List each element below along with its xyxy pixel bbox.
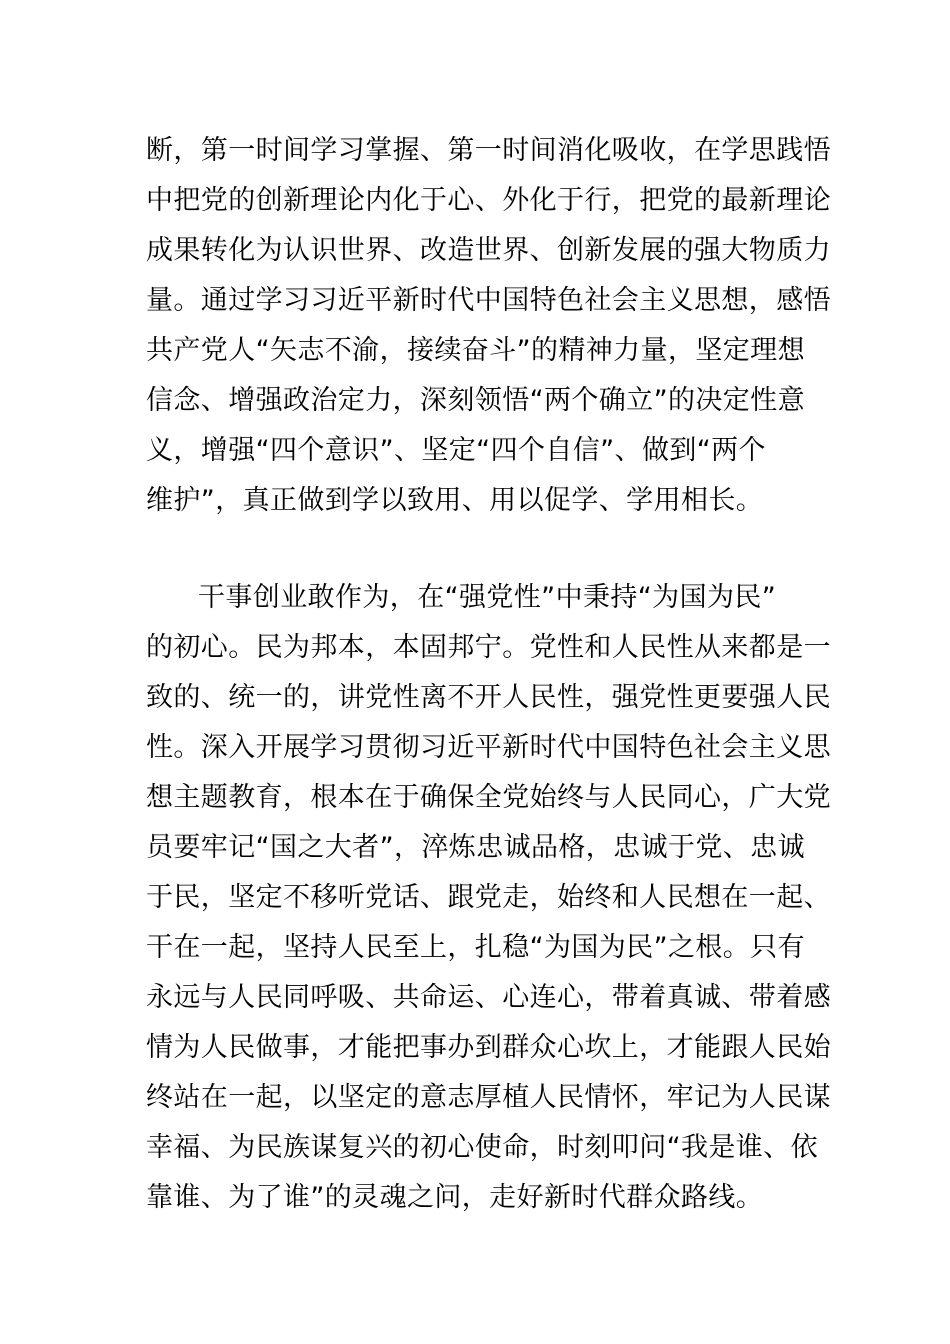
text-line: 断，第一时间学习掌握、第一时间消化吸收，在学思践悟 — [146, 135, 831, 166]
text-line: 中把党的创新理论内化于心、外化于行，把党的最新理论 — [146, 185, 831, 216]
text-line: 共产党人“矢志不渝，接续奋斗”的精神力量，坚定理想 — [146, 335, 805, 366]
text-line: 于民，坚定不移听党话、跟党走，始终和人民想在一起、 — [146, 882, 831, 913]
text-line: 致的、统一的，讲党性离不开人民性，强党性更要强人民 — [146, 682, 831, 713]
text-line-first: 干事创业敢作为，在“强党性”中秉持“为国为民” — [198, 582, 777, 613]
text-line: 幸福、为民族谋复兴的初心使命，时刻叩问“我是谁、依 — [146, 1132, 818, 1163]
text-line: 情为人民做事，才能把事办到群众心坎上，才能跟人民始 — [146, 1032, 831, 1063]
paragraph-1 — [146, 126, 831, 526]
text-line: 的初心。民为邦本，本固邦宁。党性和人民性从来都是一 — [146, 632, 831, 663]
text-line: 想主题教育，根本在于确保全党始终与人民同心，广大党 — [146, 782, 831, 813]
text-line: 维护”，真正做到学以致用、用以促学、学用相长。 — [146, 485, 764, 516]
text-line: 永远与人民同呼吸、共命运、心连心，带着真诚、带着感 — [146, 982, 831, 1013]
text-line: 靠谁、为了谁”的灵魂之问，走好新时代群众路线。 — [146, 1182, 764, 1213]
paragraph-2 — [146, 573, 831, 1223]
text-line: 义，增强“四个意识”、坚定“四个自信”、做到“两个 — [146, 435, 766, 466]
text-line: 干在一起，坚持人民至上，扎稳“为国为民”之根。只有 — [146, 932, 805, 963]
text-line: 性。深入开展学习贯彻习近平新时代中国特色社会主义思 — [146, 732, 831, 763]
text-line: 成果转化为认识世界、改造世界、创新发展的强大物质力 — [146, 235, 831, 266]
text-line: 信念、增强政治定力，深刻领悟“两个确立”的决定性意 — [146, 385, 805, 416]
text-line: 终站在一起，以坚定的意志厚植人民情怀，牢记为人民谋 — [146, 1082, 831, 1113]
text-line: 量。通过学习习近平新时代中国特色社会主义思想，感悟 — [146, 285, 831, 316]
text-line: 员要牢记“国之大者”，淬炼忠诚品格，忠诚于党、忠诚 — [146, 832, 805, 863]
